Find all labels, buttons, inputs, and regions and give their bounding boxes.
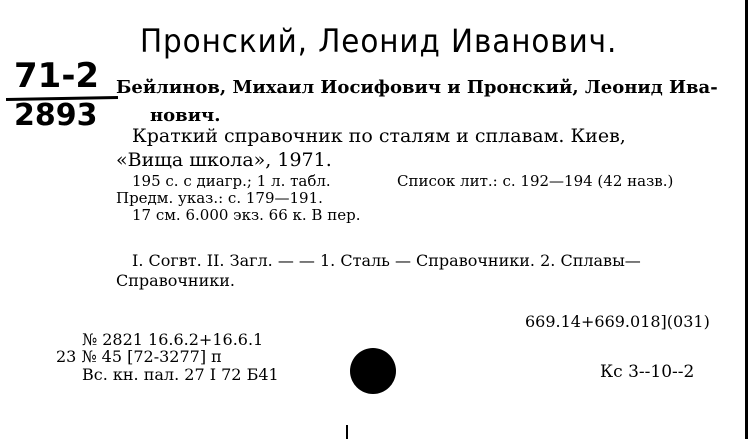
order-line: 23 № 45 [72-3277] п [56,347,222,366]
right-edge-line [745,0,748,439]
entry-heading-line2: нович. [150,105,221,126]
handwritten-call-number-top: 71-2 [14,56,100,96]
book-chamber-line: Вс. кн. пал. 27 I 72 Б41 [82,365,279,384]
handwritten-author-name: Пронский, Леонид Иванович. [140,22,618,60]
handwritten-call-number-bottom: 2893 [14,98,98,133]
number-line: № 2821 16.6.2+16.6.1 [82,330,264,349]
udc-code: 669.14+669.018](031) [525,312,710,331]
format-line: 17 см. 6.000 экз. 66 к. В пер. [132,206,361,224]
collation-pages: 195 с. с диагр.; 1 л. табл. [132,172,331,190]
tracings-line2: Справочники. [116,271,235,290]
entry-heading-line1: Бейлинов, Михаил Иосифович и Пронский, Леонид Ива- [116,77,718,98]
ks-code: Кс 3--10--2 [600,362,695,382]
punch-hole [350,348,396,394]
subject-index-line: Предм. указ.: с. 179—191. [116,189,323,207]
title-line2: «Вища школа», 1971. [116,149,332,171]
collation-bibliography: Список лит.: с. 192—194 (42 назв.) [397,172,674,190]
title-line1: Краткий справочник по сталям и сплавам. Киев, [132,125,626,147]
tracings-line1: I. Согвт. II. Загл. — — 1. Сталь — Справочники. 2. Сплавы— [132,251,641,270]
edge-mark [346,425,348,439]
